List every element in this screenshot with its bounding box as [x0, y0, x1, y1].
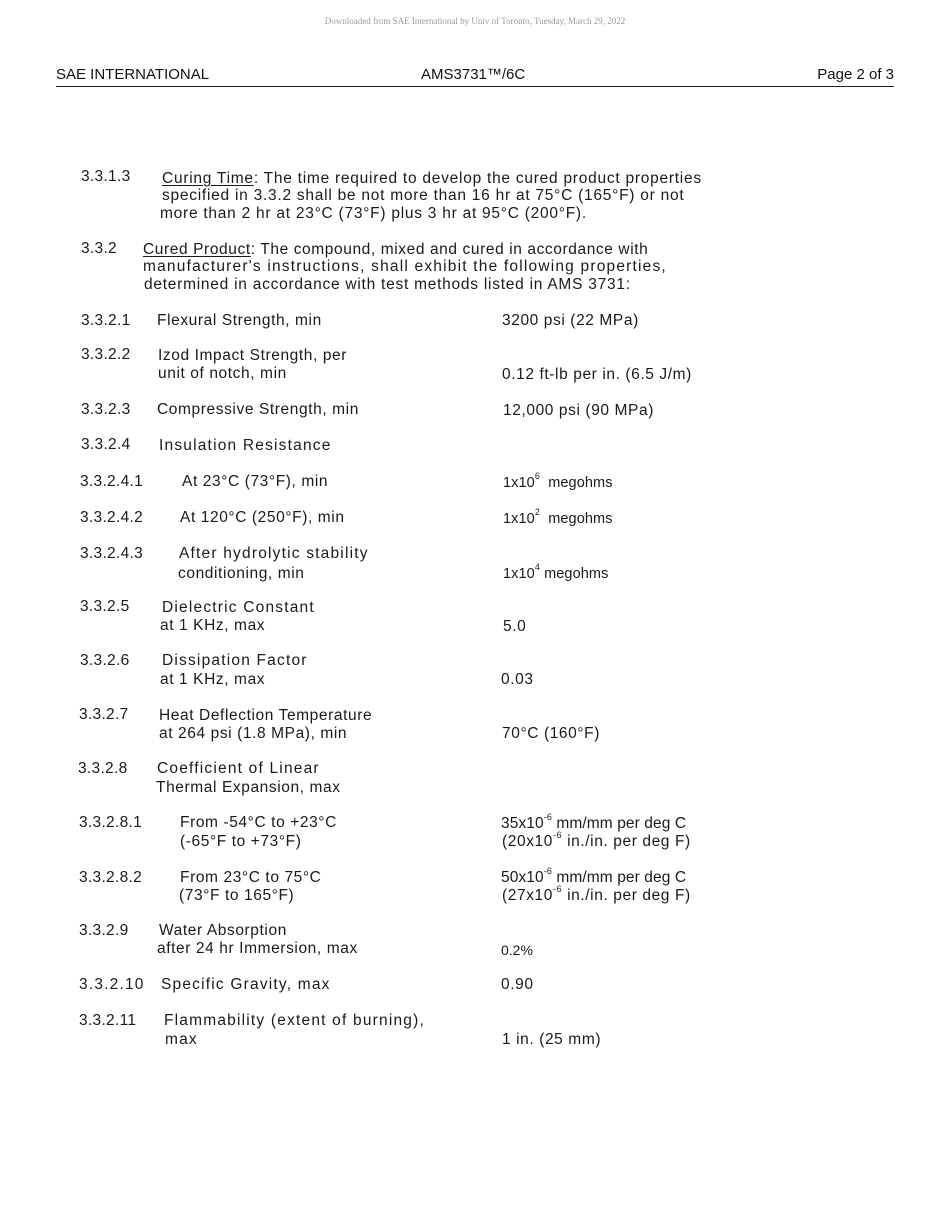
property-number: 3.3.2.8 [78, 760, 128, 777]
header-rule [56, 86, 894, 87]
property-number: 3.3.2.7 [79, 706, 129, 723]
property-value: 5.0 [503, 618, 527, 635]
property-number: 3.3.2.11 [79, 1012, 137, 1029]
property-label: Heat Deflection Temperature [159, 707, 373, 724]
property-label: after 24 hr Immersion, max [157, 940, 358, 957]
property-value: $35x10^{-6}$ mm/mm per deg C [501, 811, 687, 832]
property-label: at 1 KHz, max [160, 617, 266, 634]
paragraph-line: more than 2 hr at 23°C (73°F) plus 3 hr at 95°C (200°F). [160, 205, 587, 222]
property-value: 0.03 [501, 671, 534, 688]
paragraph-line: determined in accordance with test methods listed in AMS 3731: [144, 276, 631, 293]
property-value: 0.12 ft-lb per in. (6.5 J/m) [502, 366, 692, 383]
property-number: 3.3.2.3 [81, 401, 131, 418]
property-number: 3.3.2.1 [81, 312, 131, 329]
property-label: at 264 psi (1.8 MPa), min [159, 725, 348, 742]
paragraph-line: specified in 3.3.2 shall be not more than 16 hr at 75°C (165°F) or not [162, 187, 685, 204]
section-title: Cured Product [143, 241, 251, 258]
property-number: 3.3.2.8.1 [79, 814, 143, 831]
property-label: max [165, 1031, 198, 1048]
property-value: 0.90 [501, 976, 534, 993]
property-label: unit of notch, min [158, 365, 287, 382]
property-number: 3.3.2.4.2 [80, 509, 144, 526]
property-label: Flexural Strength, min [157, 312, 322, 329]
property-value: $1x10^6$ megohms [503, 471, 613, 491]
property-number: 3.3.2.4.1 [80, 473, 144, 490]
section-number: 3.3.2 [81, 240, 117, 257]
property-label: At 120°C (250°F), min [180, 509, 345, 526]
property-value: 0.2% [501, 942, 533, 958]
header-page-number: Page 2 of 3 [817, 66, 894, 83]
property-label: From 23°C to 75°C [180, 869, 322, 886]
property-number: 3.3.2.9 [79, 922, 129, 939]
property-number: 3.3.2.10 [79, 976, 145, 993]
property-label: Water Absorption [159, 922, 287, 939]
header-org: SAE INTERNATIONAL [56, 66, 210, 83]
property-number: 3.3.2.4.3 [80, 545, 144, 562]
property-label: Thermal Expansion, max [156, 779, 341, 796]
property-value: $1x10^4$ megohms [503, 562, 609, 582]
section-title: Curing Time [162, 170, 254, 187]
paragraph-line: Curing Time: The time required to develop the cured product properties [162, 170, 702, 187]
property-number: 3.3.2.6 [80, 652, 130, 669]
property-label: Specific Gravity, max [161, 976, 331, 993]
property-value: $50x10^{-6}$ mm/mm per deg C [501, 865, 687, 886]
paragraph-line: manufacturer's instructions, shall exhibit the following properties, [143, 258, 667, 275]
property-label: Dielectric Constant [162, 599, 315, 616]
property-label: After hydrolytic stability [179, 545, 369, 562]
property-label: Insulation Resistance [159, 437, 332, 454]
property-number: 3.3.2.2 [81, 346, 131, 363]
property-value: ($20x10^{-6}$ in./in. per deg F) [502, 829, 691, 850]
section-number: 3.3.1.3 [81, 168, 131, 185]
property-value: 70°C (160°F) [502, 725, 600, 742]
property-value: 1 in. (25 mm) [502, 1031, 602, 1048]
property-label: From -54°C to +23°C [180, 814, 337, 831]
property-number: 3.3.2.4 [81, 436, 131, 453]
property-number: 3.3.2.5 [80, 598, 130, 615]
property-label: at 1 KHz, max [160, 671, 266, 688]
property-label: Coefficient of Linear [157, 760, 320, 777]
download-note: Downloaded from SAE International by Univ of Toronto, Tuesday, March 29, 2022 [324, 16, 626, 26]
property-value: ($27x10^{-6}$ in./in. per deg F) [502, 883, 691, 904]
property-label: (-65°F to +73°F) [180, 833, 302, 850]
header-doc-id: AMS3731™/6C [421, 66, 526, 83]
property-label: Dissipation Factor [162, 652, 308, 669]
property-label: At 23°C (73°F), min [182, 473, 329, 490]
property-label: Compressive Strength, min [157, 401, 359, 418]
property-value: 3200 psi (22 MPa) [502, 312, 639, 329]
property-label: (73°F to 165°F) [179, 887, 295, 904]
property-label: Flammability (extent of burning), [164, 1012, 425, 1029]
property-value: $1x10^2$ megohms [503, 507, 613, 527]
property-label: conditioning, min [178, 565, 305, 582]
property-label: Izod Impact Strength, per [158, 347, 348, 364]
paragraph-line: Cured Product: The compound, mixed and cured in accordance with [143, 241, 649, 258]
property-number: 3.3.2.8.2 [79, 869, 143, 886]
property-value: 12,000 psi (90 MPa) [503, 402, 654, 419]
